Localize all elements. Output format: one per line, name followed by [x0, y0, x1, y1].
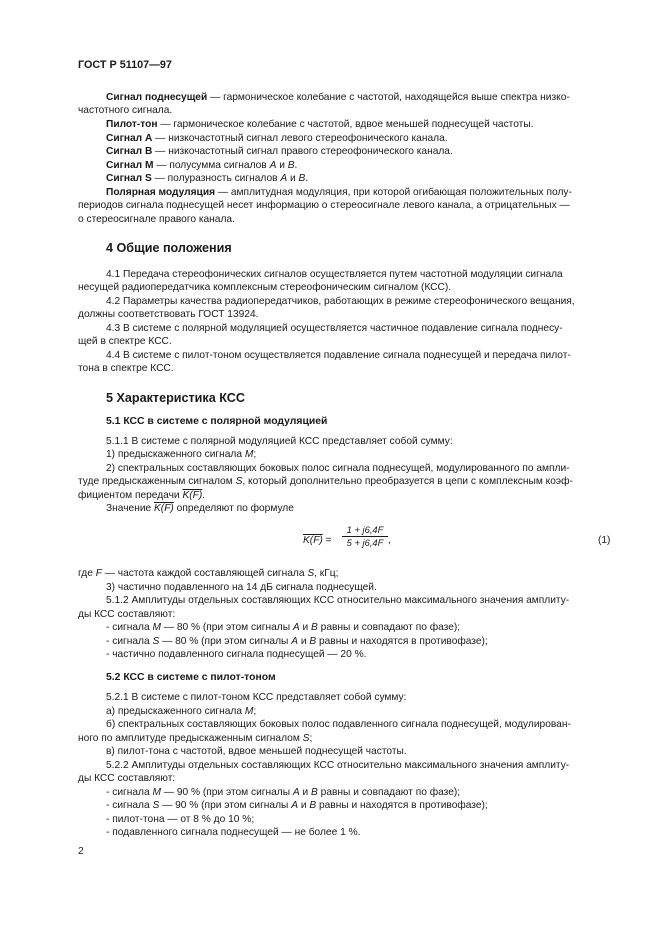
bullet-subcarrier: - частично подавленного сигнала поднесущей — 20 %.	[106, 649, 367, 660]
paragraph-5-1-2: 5.1.2 Амплитуды отдельных составляющих КСС относительно максимального значения амплиту-	[106, 595, 570, 606]
text: — частота каждой составляющей сигнала	[101, 568, 308, 579]
page-number: 2	[78, 846, 84, 857]
definition-text: — низкочастотный сигнал правого стереофонического канала.	[152, 146, 453, 157]
paragraph-5-1-1: 5.1.1 В системе с полярной модуляцией КСС представляет собой сумму:	[106, 436, 453, 447]
text: , кГц;	[314, 568, 339, 579]
term: Сигнал S	[106, 173, 152, 184]
definition-signal-a	[106, 132, 448, 145]
section-4-title: 4 Общие положения	[106, 241, 232, 255]
var: S	[302, 733, 310, 744]
bullet-signal-s-2	[106, 799, 488, 812]
text: равны и совпадают по фазе);	[317, 787, 461, 798]
definition-text: — гармоническое колебание с частотой, вдвое меньшей поднесущей частоты.	[157, 119, 534, 130]
paragraph-5-2-1: 5.2.1 В системе с пилот-тоном КСС представляет собой сумму:	[106, 692, 407, 703]
list-item-b: б) спектральных составляющих боковых полос подавленного сигнала поднесущей, модулирован-	[106, 719, 571, 730]
bullet-suppressed-subcarrier: - подавленного сигнала поднесущей — не более 1 %.	[106, 827, 361, 838]
var: B	[298, 173, 306, 184]
text: и	[287, 173, 299, 184]
value-formula-intro	[106, 502, 294, 515]
text: — 80 % (при этом сигналы	[160, 622, 293, 633]
var: M	[152, 622, 161, 633]
text: - сигнала	[106, 622, 153, 633]
var: B	[311, 787, 318, 798]
text: равны и находятся в противофазе);	[316, 636, 488, 647]
definition-polar-modulation	[106, 186, 615, 199]
text: фициентом передачи	[78, 490, 183, 501]
var: A	[292, 787, 300, 798]
term: Сигнал M	[106, 160, 154, 171]
var: A	[292, 622, 300, 633]
var: A	[269, 160, 277, 171]
subsection-5-1-title: 5.1 КСС в системе с полярной модуляцией	[106, 416, 328, 427]
paragraph-5-2-2: 5.2.2 Амплитуды отдельных составляющих КСС относительно максимального значения амплиту-	[106, 760, 570, 771]
text: равны и совпадают по фазе);	[317, 622, 461, 633]
list-item-1	[106, 448, 256, 461]
paragraph-4-2: 4.2 Параметры качества радиопередатчиков, работающих в режиме стереофонического вещания,	[106, 296, 575, 307]
text: и	[276, 160, 288, 171]
var: M	[244, 706, 254, 717]
text: ;	[309, 733, 313, 744]
list-item-2-cont	[78, 489, 205, 502]
text: и	[299, 787, 312, 798]
paragraph-5-2-2-cont: ды КСС составляют:	[78, 773, 176, 784]
paragraph-4-4-cont: тона в спектре КСС.	[78, 363, 174, 374]
var: B	[311, 622, 318, 633]
var: A	[280, 173, 288, 184]
paragraph-4-3: 4.3 В системе с полярной модуляцией осуществляется частичное подавление сигнала поднесу-	[106, 323, 563, 334]
list-item-3: 3) частично подавленного на 14 дБ сигнала поднесущей.	[106, 582, 377, 593]
numerator: 1 + j6,4F	[346, 524, 384, 535]
paragraph-4-1: 4.1 Передача стереофонических сигналов осуществляется путем частотной модуляции сигнала	[106, 269, 563, 280]
text: ного по амплитуде предыскаженным сигналом	[78, 733, 303, 744]
definition-signal-s	[106, 172, 308, 185]
text: ;	[253, 706, 257, 717]
var: S	[152, 800, 160, 811]
document-header: ГОСТ Р 51107—97	[78, 59, 172, 71]
text: .	[202, 490, 206, 501]
text: равны и находятся в противофазе);	[316, 800, 488, 811]
text: и	[297, 636, 310, 647]
var: A	[291, 800, 298, 811]
paragraph-4-4: 4.4 В системе с пилот-тоном осуществляется подавление сигнала поднесущей и передача пилот-	[106, 350, 571, 361]
var: F	[95, 568, 102, 579]
definition-continuation: периодов сигнала поднесущей несет информацию о стереосигнале левого канала, а отрицательных —	[78, 200, 570, 211]
text: а) предыскаженного сигнала	[106, 706, 245, 717]
paragraph-4-1-cont: несущей радиопередатчика комплексным стереофоническим сигналом (КСС).	[78, 282, 452, 293]
definition-pilot-tone	[106, 118, 534, 131]
definition-text: — полуразность сигналов	[151, 173, 281, 184]
var: S	[152, 636, 160, 647]
definition-continuation: частотного сигнала.	[78, 105, 173, 116]
text: .	[305, 173, 309, 184]
text: и	[297, 800, 310, 811]
paragraph-4-2-cont: должны соответствовать ГОСТ 13924.	[78, 309, 259, 320]
text: где	[78, 568, 96, 579]
bullet-signal-m-2	[106, 786, 460, 799]
var: A	[291, 636, 298, 647]
list-item-c: в) пилот-тона с частотой, вдвое меньшей поднесущей частоты.	[106, 746, 407, 757]
text: .	[294, 160, 298, 171]
var: M	[244, 449, 254, 460]
term: Сигнал B	[106, 146, 153, 157]
term: Полярная модуляция	[106, 187, 216, 198]
bullet-signal-s	[106, 635, 488, 648]
term: Сигнал A	[106, 133, 153, 144]
var: M	[152, 787, 161, 798]
paragraph-5-1-2-cont: ды КСС составляют:	[78, 609, 176, 620]
text: — 80 % (при этом сигналы	[159, 636, 292, 647]
denominator: 5 + j6,4F	[342, 536, 388, 549]
transfer-coefficient: K(F)	[182, 490, 203, 501]
bullet-pilot-tone: - пилот-тона — от 8 % до 10 %;	[106, 814, 255, 825]
paragraph-4-3-cont: щей в спектре КСС.	[78, 336, 172, 347]
var: S	[307, 568, 315, 579]
text: определяют по формуле	[173, 503, 294, 514]
list-item-2: 2) спектральных составляющих боковых полос сигнала поднесущей, модулированного по ампли-	[106, 463, 570, 474]
text: — 90 % (при этом сигналы	[159, 800, 292, 811]
text: — 90 % (при этом сигналы	[160, 787, 293, 798]
formula-comma: ,	[388, 535, 391, 546]
transfer-coefficient: K(F)	[154, 503, 174, 514]
text: туде предыскаженным сигналом	[78, 476, 236, 487]
equals-sign: =	[322, 535, 332, 546]
var: S	[235, 476, 243, 487]
text: - сигнала	[106, 636, 153, 647]
bullet-signal-m	[106, 621, 460, 634]
definition-text: — амплитудная модуляция, при которой огибающая положительных полу-	[215, 187, 572, 198]
text: - сигнала	[106, 800, 153, 811]
text: ;	[253, 449, 257, 460]
list-item-b-cont	[78, 732, 312, 745]
transfer-coefficient: K(F)	[303, 535, 323, 546]
definition-signal-m	[106, 159, 297, 172]
term: Пилот-тон	[106, 119, 158, 130]
definition-signal-b	[106, 145, 453, 158]
definition-text: — полусумма сигналов	[153, 160, 270, 171]
var: B	[309, 800, 317, 811]
var: B	[309, 636, 317, 647]
text: 1) предыскаженного сигнала	[106, 449, 245, 460]
list-item-a	[106, 705, 256, 718]
definition-text: — гармоническое колебание с частотой, находящейся выше спектра низко-	[207, 92, 570, 103]
formula-fraction	[342, 524, 388, 549]
term: Сигнал поднесущей	[106, 92, 208, 103]
text: и	[299, 622, 312, 633]
definition-continuation: о стереосигнале правого канала.	[78, 214, 235, 225]
text: - сигнала	[106, 787, 153, 798]
section-5-title: 5 Характеристика КСС	[106, 391, 245, 405]
text: Значение	[106, 503, 155, 514]
formula-lhs	[303, 534, 332, 547]
equation-number: (1)	[598, 535, 611, 546]
var: B	[287, 160, 295, 171]
subsection-5-2-title: 5.2 КСС в системе с пилот-тоном	[106, 672, 276, 683]
text: , который дополнительно преобразуется в цепи с комплексным коэф-	[242, 476, 573, 487]
definition-text: — низкочастотный сигнал левого стереофонического канала.	[152, 133, 448, 144]
definition-subcarrier	[106, 91, 615, 104]
list-item-2-cont	[78, 475, 573, 488]
where-clause	[78, 567, 338, 580]
